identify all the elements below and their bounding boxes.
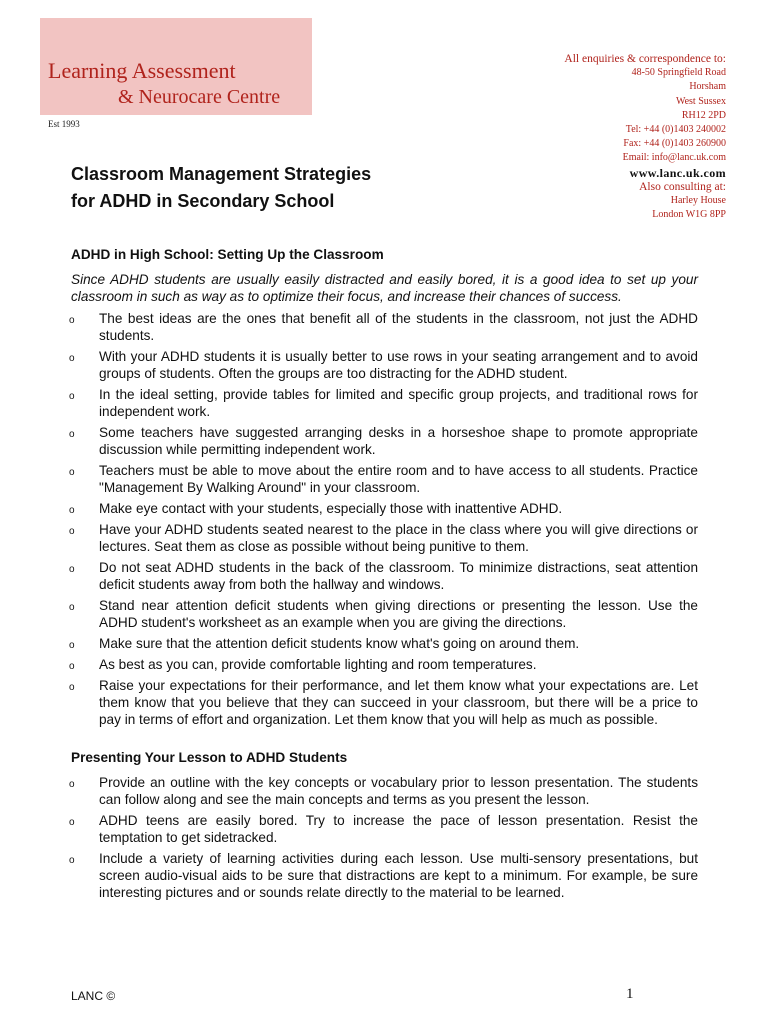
bullet-item <box>71 677 698 728</box>
title-line-1: Classroom Management Strategies <box>71 164 372 184</box>
bullet-marker: o <box>69 602 75 613</box>
bullet-item <box>71 348 698 382</box>
section-setup <box>71 246 698 728</box>
bullet-marker: o <box>69 640 75 651</box>
bullet-marker: o <box>69 779 75 790</box>
bullet-text: Raise your expectations for their performance, and let them know what your expectations are. Let them know that you believe that they can succeed in your classroom, but there will be a price to pay in terms of effort and organization. Let them know that you will help as much as possible. <box>99 678 698 727</box>
bullet-item <box>71 559 698 593</box>
website: www.lanc.uk.com <box>629 165 726 180</box>
consulting-heading: Also consulting at: <box>639 180 726 193</box>
bullet-marker: o <box>69 526 75 537</box>
bullet-marker: o <box>69 429 75 440</box>
contact-heading: All enquiries & correspondence to: <box>564 53 726 65</box>
bullet-marker: o <box>69 817 75 828</box>
bullet-item <box>71 521 698 555</box>
bullet-item <box>71 462 698 496</box>
section-intro: Since ADHD students are usually easily distracted and easily bored, it is a good idea to set up your classroom in such as way as to optimize their focus, and increase their chances of success. <box>71 272 698 304</box>
consulting-address-line: London W1G 8PP <box>652 209 726 221</box>
bullet-item <box>71 635 698 652</box>
bullet-list <box>71 774 698 901</box>
bullet-marker: o <box>69 855 75 866</box>
bullet-item <box>71 310 698 344</box>
bullet-text: In the ideal setting, provide tables for limited and specific group projects, and traditional rows for independent work. <box>99 387 698 419</box>
telephone: Tel: +44 (0)1403 240002 <box>625 124 726 136</box>
logo-title: Learning Assessment <box>48 58 236 83</box>
bullet-marker: o <box>69 682 75 693</box>
address-line: RH12 2PD <box>681 109 726 121</box>
address-line: Horsham <box>689 81 726 93</box>
bullet-item <box>71 850 698 901</box>
address-line: 48-50 Springfield Road <box>631 67 726 79</box>
consulting-address-line: Harley House <box>670 195 726 207</box>
address-line: West Sussex <box>675 95 726 107</box>
bullet-marker: o <box>69 315 75 326</box>
bullet-text: Provide an outline with the key concepts or vocabulary prior to lesson presentation. The students can follow along and see the main concepts and terms as you present the lesson. <box>99 775 698 807</box>
section-heading: ADHD in High School: Setting Up the Classroom <box>71 247 384 262</box>
bullet-marker: o <box>69 661 75 672</box>
bullet-item <box>71 812 698 846</box>
bullet-text: The best ideas are the ones that benefit all of the students in the classroom, not just the ADHD students. <box>99 311 698 343</box>
bullet-text: Include a variety of learning activities during each lesson. Use multi-sensory presentations, but screen audio-visual aids to be sure that distractions are kept to a minimum. For example, be sure interesting pictures and or sounds relate directly to the material to be learned. <box>99 851 698 900</box>
document-title <box>71 161 451 215</box>
bullet-text: Make sure that the attention deficit students know what's going on around them. <box>99 636 580 651</box>
bullet-text: Teachers must be able to move about the entire room and to have access to all students. Practice "Management By Walking Around" in your classroom. <box>99 463 698 495</box>
bullet-text: As best as you can, provide comfortable lighting and room temperatures. <box>99 657 537 672</box>
document-body <box>71 246 698 905</box>
page-number: 1 <box>626 986 634 1002</box>
bullet-item <box>71 500 698 517</box>
title-line-2: for ADHD in Secondary School <box>71 191 335 211</box>
bullet-text: Do not seat ADHD students in the back of the classroom. To minimize distractions, seat attention deficit students away from both the hallway and windows. <box>99 560 698 592</box>
bullet-text: With your ADHD students it is usually better to use rows in your seating arrangement and to avoid groups of students. Often the groups are too distracting for the ADHD student. <box>99 349 698 381</box>
bullet-text: ADHD teens are easily bored. Try to increase the pace of lesson presentation. Resist the temptation to get sidetracked. <box>99 813 698 845</box>
footer-copyright: LANC © <box>71 989 116 1003</box>
fax: Fax: +44 (0)1403 260900 <box>623 138 726 150</box>
bullet-item <box>71 424 698 458</box>
section-presenting <box>71 749 698 901</box>
bullet-item <box>71 597 698 631</box>
contact-block <box>466 52 726 222</box>
email: Email: info@lanc.uk.com <box>622 152 726 164</box>
established-year: Est 1993 <box>48 119 80 129</box>
bullet-marker: o <box>69 467 75 478</box>
bullet-item <box>71 774 698 808</box>
bullet-list <box>71 310 698 728</box>
bullet-marker: o <box>69 353 75 364</box>
bullet-text: Stand near attention deficit students when giving directions or presenting the lesson. Use the ADHD student's worksheet as an example when you are giving the directions. <box>99 598 698 630</box>
bullet-marker: o <box>69 391 75 402</box>
bullet-marker: o <box>69 505 75 516</box>
bullet-text: Some teachers have suggested arranging desks in a horseshoe shape to promote appropriate discussion while permitting independent work. <box>99 425 698 457</box>
bullet-text: Have your ADHD students seated nearest to the place in the class where you will give directions or lectures. Seat them as close as possible without being punitive to them. <box>99 522 698 554</box>
logo-subtitle: & Neurocare Centre <box>118 86 281 108</box>
bullet-item <box>71 386 698 420</box>
bullet-text: Make eye contact with your students, especially those with inattentive ADHD. <box>99 501 563 516</box>
bullet-item <box>71 656 698 673</box>
bullet-marker: o <box>69 564 75 575</box>
section-heading: Presenting Your Lesson to ADHD Students <box>71 750 348 765</box>
